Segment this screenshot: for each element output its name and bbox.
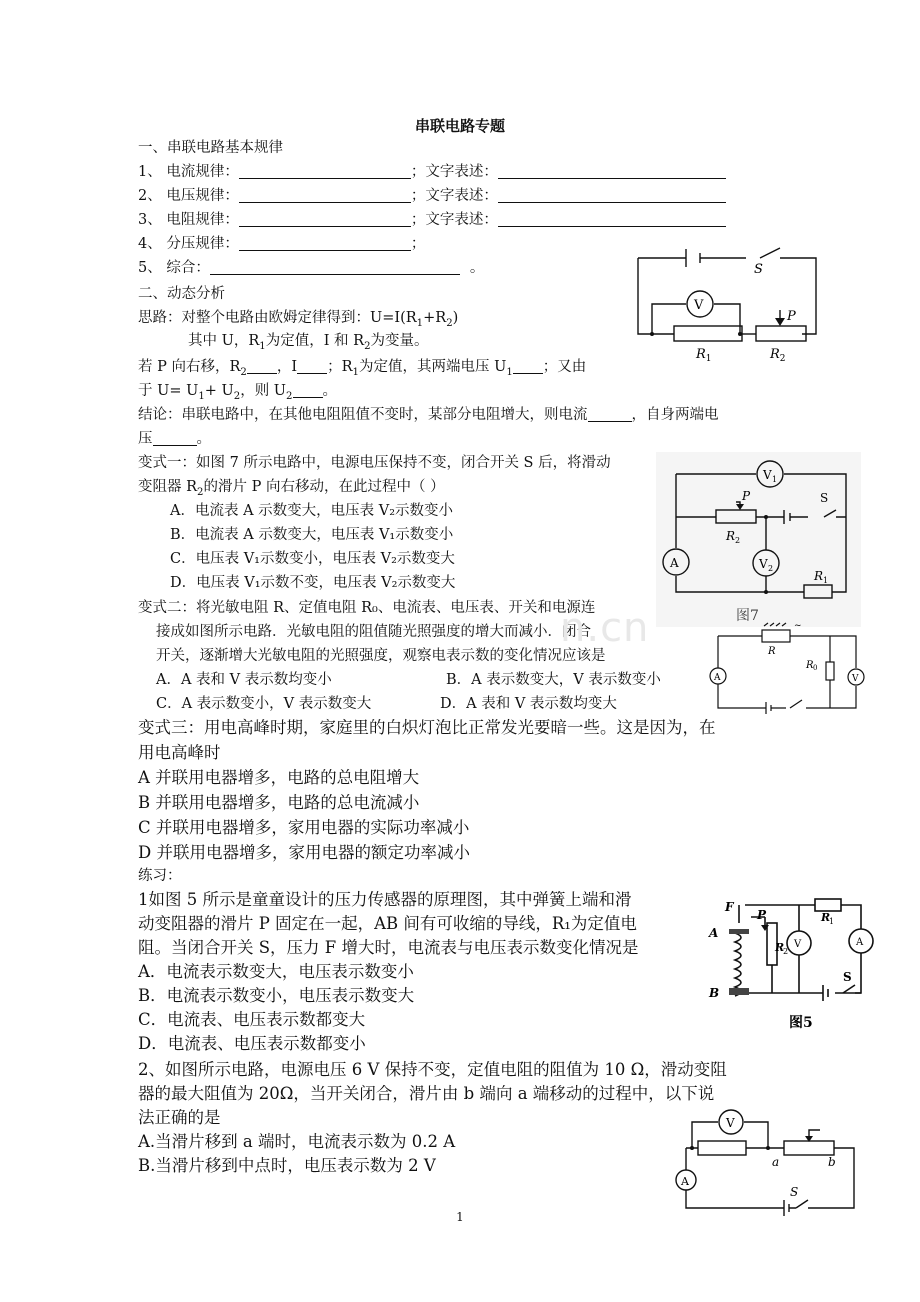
svg-text:S: S <box>843 970 852 984</box>
svg-text:R: R <box>821 911 831 924</box>
answer-blank[interactable] <box>498 211 726 227</box>
svg-text:b: b <box>828 1155 836 1169</box>
variant2-option-c: C．A 表示数变小，V 表示数变大 <box>156 696 372 712</box>
variant1-option-b: B．电流表 A 示数变大，电压表 V₁示数变小 <box>170 527 454 543</box>
page-number: 1 <box>456 1210 464 1224</box>
variant3-option-a: A 并联用电器增多，电路的总电阻增大 <box>138 768 420 787</box>
svg-text:R: R <box>726 529 736 543</box>
q1-option-c: C．电流表、电压表示数都变大 <box>138 1010 366 1029</box>
section1-heading: 一、串联电路基本规律 <box>138 140 283 156</box>
q2-option-a: A.当滑片移到 a 端时，电流表示数为 0.2 A <box>138 1132 456 1151</box>
law-item-3: 3、 电阻规律： ；文字表述： <box>138 210 726 230</box>
conclusion-line: 结论：串联电路中，在其他电阻阻值不变时，某部分电阻增大，则电流 ，自身两端电 <box>138 407 719 423</box>
svg-text:R: R <box>775 941 785 954</box>
answer-blank[interactable] <box>498 163 726 179</box>
answer-blank[interactable] <box>239 187 411 203</box>
svg-text:2: 2 <box>783 947 789 956</box>
series-circuit-figure <box>630 240 830 365</box>
law-item-5: 5、 综合： 。 <box>138 260 485 276</box>
svg-text:F: F <box>725 900 734 914</box>
svg-text:A: A <box>714 673 721 683</box>
svg-text:S: S <box>820 491 829 505</box>
svg-text:V: V <box>852 674 859 684</box>
figure-caption: 图7 <box>736 608 759 624</box>
svg-text:R: R <box>814 569 824 583</box>
svg-text:A: A <box>670 556 679 570</box>
answer-blank[interactable] <box>239 163 411 179</box>
answer-blank[interactable] <box>498 187 726 203</box>
svg-text:R: R <box>768 646 776 657</box>
idea-line-4: 于 $U= U_1+ U_2$，则 $U_2$ 。 <box>138 383 337 402</box>
svg-text:1: 1 <box>772 475 778 484</box>
voltmeter-label: V <box>694 298 704 313</box>
law-item-1: 1、 电流规律： ；文字表述： <box>138 162 726 182</box>
variant1-option-a: A．电流表 A 示数变大，电压表 V₂示数变小 <box>170 503 454 519</box>
answer-blank[interactable] <box>239 211 411 227</box>
r1-label: $R_1$ <box>696 347 712 364</box>
light-symbol: ~ <box>794 622 802 631</box>
variant1-stem-2: 变阻器 $R_2$的滑片 P 向右移动，在此过程中（ ） <box>138 479 445 498</box>
svg-text:A: A <box>709 926 719 940</box>
q1-option-a: A．电流表示数变大，电压表示数变小 <box>138 962 414 981</box>
svg-text:R: R <box>806 660 814 671</box>
svg-text:P: P <box>757 908 767 922</box>
section2-heading: 二、动态分析 <box>138 286 225 302</box>
svg-text:V: V <box>763 468 772 482</box>
idea-line-2: 其中 U，$R_1$为定值，I 和 $R_2$为变量。 <box>188 333 429 352</box>
variant3-option-b: B 并联用电器增多，电路的总电流减小 <box>138 793 420 812</box>
variant1-option-c: C．电压表 V₁示数变小，电压表 V₂示数变大 <box>170 551 455 567</box>
svg-text:V: V <box>726 1116 735 1130</box>
svg-text:0: 0 <box>813 664 818 672</box>
answer-blank[interactable] <box>239 235 411 251</box>
svg-text:P: P <box>742 489 751 503</box>
r2-label: $R_2$ <box>770 347 786 364</box>
watermark: n.cn <box>560 605 650 651</box>
variant2-stem-2: 接成如图所示电路．光敏电阻的阻值随光照强度的增大而减小．闭合 <box>156 624 591 640</box>
figure-5 <box>705 885 885 1035</box>
q2-option-b: B.当滑片移到中点时，电压表示数为 2 V <box>138 1156 436 1175</box>
figure-caption: 图5 <box>789 1015 813 1031</box>
q1-stem-2: 动变阻器的滑片 P 固定在一起，AB 间有可收缩的导线，R₁为定值电 <box>138 914 637 933</box>
svg-text:A: A <box>856 937 864 948</box>
svg-text:2: 2 <box>735 536 741 545</box>
photoresistor-circuit-figure <box>706 622 870 718</box>
variant1-stem: 变式一：如图 7 所示电路中，电源电压保持不变，闭合开关 S 后，将滑动 <box>138 455 611 471</box>
svg-text:V: V <box>759 557 768 571</box>
q2-stem: 2、如图所示电路，电源电压 6 V 保持不变，定值电阻的阻值为 10 Ω，滑动变阻 <box>138 1060 727 1079</box>
variant1-option-d: D．电压表 V₁示数不变，电压表 V₂示数变大 <box>170 575 456 591</box>
figure-7 <box>656 452 861 627</box>
slider-label: P <box>787 309 796 324</box>
variant2-stem-3: 开关，逐渐增大光敏电阻的光照强度，观察电表示数的变化情况应该是 <box>156 648 606 664</box>
svg-text:a: a <box>772 1155 780 1169</box>
variant2-option-a: A．A 表和 V 表示数均变小 <box>156 672 332 688</box>
q1-stem: 1如图 5 所示是童童设计的压力传感器的原理图，其中弹簧上端和滑 <box>138 890 632 909</box>
svg-text:S: S <box>790 1185 799 1199</box>
variant2-option-b: B．A 表示数变大，V 表示数变小 <box>446 672 661 688</box>
svg-text:V: V <box>794 939 802 950</box>
idea-line-3: 若 P 向右移，$R_2$ ，I ；$R_1$为定值，其两端电压 $U_1$ ；又由 <box>138 359 587 378</box>
svg-text:A: A <box>681 1175 689 1188</box>
q1-option-d: D．电流表、电压表示数都变小 <box>138 1034 366 1053</box>
variant3-option-d: D 并联用电器增多，家用电器的额定功率减小 <box>138 843 470 862</box>
law-item-2: 2、 电压规律： ；文字表述： <box>138 186 726 206</box>
switch-label: S <box>754 262 763 277</box>
svg-text:1: 1 <box>823 576 829 585</box>
svg-text:1: 1 <box>829 917 835 926</box>
svg-text:2: 2 <box>768 564 774 573</box>
variant3-stem-2: 用电高峰时 <box>138 743 221 762</box>
answer-blank[interactable] <box>210 259 460 275</box>
q1-stem-3: 阻。当闭合开关 S，压力 F 增大时，电流表与电压表示数变化情况是 <box>138 938 639 957</box>
conclusion-line-2: 压 。 <box>138 431 211 447</box>
page-title: 串联电路专题 <box>414 117 505 135</box>
practice-heading: 练习： <box>138 868 182 884</box>
variant3-stem: 变式三：用电高峰时期，家庭里的白炽灯泡比正常发光要暗一些。这是因为，在 <box>138 718 716 737</box>
q2-circuit-figure <box>668 1108 868 1226</box>
law-item-4: 4、 分压规律： ； <box>138 236 426 252</box>
svg-text:B: B <box>709 986 720 1000</box>
variant2-stem: 变式二：将光敏电阻 R、定值电阻 R₀、电流表、电压表、开关和电源连 <box>138 600 596 616</box>
variant3-option-c: C 并联用电器增多，家用电器的实际功率减小 <box>138 818 470 837</box>
q2-stem-2: 器的最大阻值为 20Ω，当开关闭合，滑片由 b 端向 a 端移动的过程中，以下说 <box>138 1084 715 1103</box>
variant2-option-d: D．A 表和 V 表示数均变大 <box>440 696 617 712</box>
q1-option-b: B．电流表示数变小，电压表示数变大 <box>138 986 415 1005</box>
q2-stem-3: 法正确的是 <box>138 1108 221 1127</box>
idea-line: 思路：对整个电路由欧姆定律得到：$U=I(R_1+R_2)$ <box>138 310 459 329</box>
